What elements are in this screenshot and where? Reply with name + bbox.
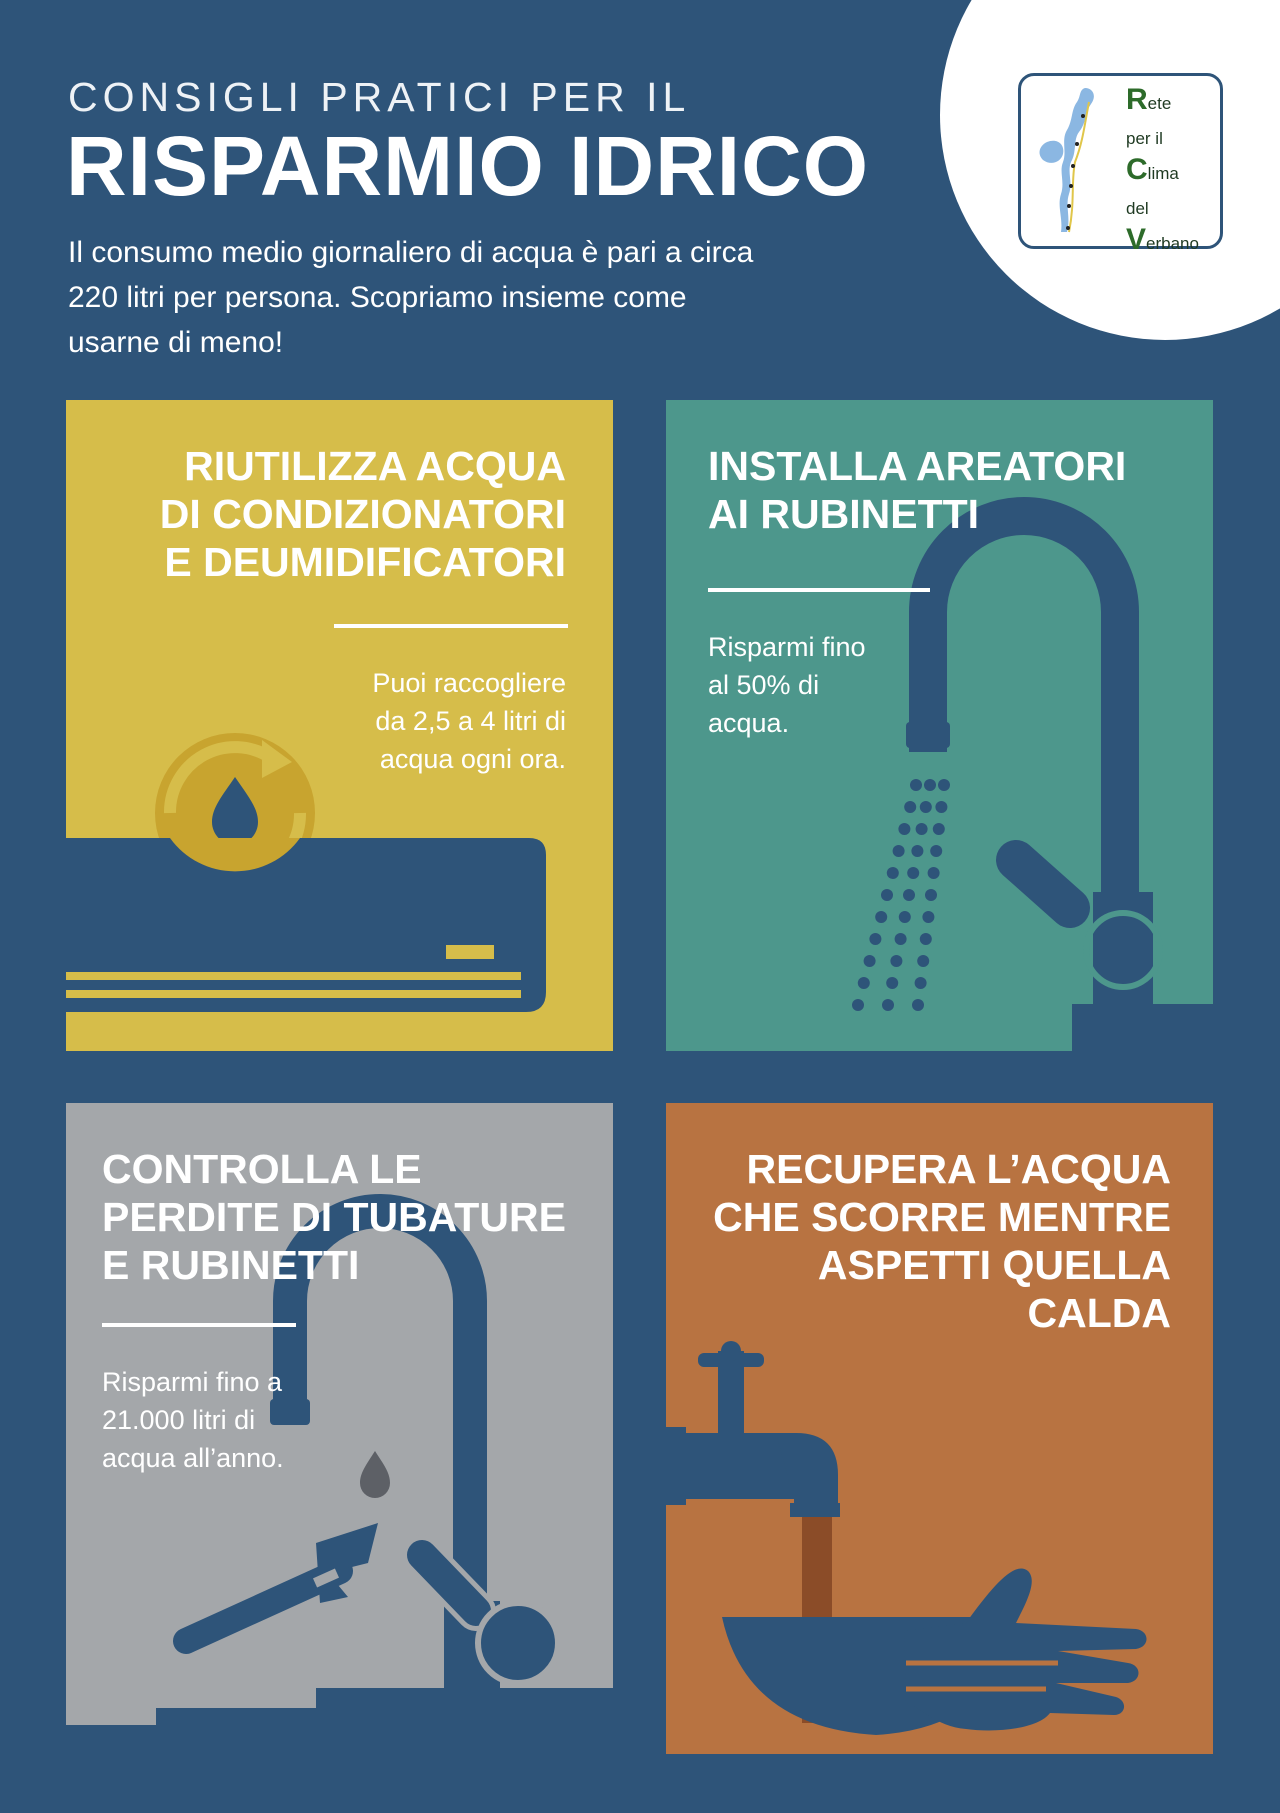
- tip-card-recover-water: [666, 1103, 1213, 1754]
- tip-title: RIUTILIZZA ACQUA DI CONDIZIONATORI E DEUMIDIFICATORI: [159, 443, 566, 585]
- water-drop: [938, 779, 950, 791]
- intro-line: Il consumo medio giornaliero di acqua è pari a circa: [68, 236, 754, 269]
- water-drop: [881, 889, 893, 901]
- water-drop: [920, 801, 932, 813]
- logo-wordmark: [1126, 84, 1199, 259]
- water-drop: [925, 889, 937, 901]
- divider: [708, 588, 930, 592]
- logo-line: per il: [1126, 129, 1163, 148]
- water-drop: [922, 911, 934, 923]
- divider: [102, 1323, 296, 1327]
- water-drop: [933, 823, 945, 835]
- water-drop: [915, 977, 927, 989]
- water-drop: [886, 977, 898, 989]
- intro-text: [68, 230, 828, 365]
- intro-line: usarne di meno!: [68, 326, 284, 359]
- water-drop: [930, 845, 942, 857]
- tip-title: INSTALLA AREATORI AI RUBINETTI: [708, 443, 1127, 537]
- water-drop: [935, 801, 947, 813]
- logo: [1018, 73, 1223, 256]
- tip-card-reuse-ac-water: [66, 400, 613, 1051]
- water-drop: [898, 823, 910, 835]
- water-drop: [910, 779, 922, 791]
- logo-line: Verbano: [1126, 223, 1199, 256]
- logo-line: Rete: [1126, 83, 1172, 116]
- water-drop: [895, 933, 907, 945]
- water-drop: [920, 933, 932, 945]
- water-drop: [928, 867, 940, 879]
- water-drop: [899, 911, 911, 923]
- tip-text: Risparmi fino al 50% di acqua.: [708, 632, 866, 738]
- water-drop: [852, 999, 864, 1011]
- lake-map-icon: [1027, 82, 1137, 242]
- water-drop: [903, 889, 915, 901]
- water-drop: [904, 801, 916, 813]
- tip-title: RECUPERA L’ACQUA CHE SCORRE MENTRE ASPETTI QUELLA CALDA: [713, 1146, 1171, 1336]
- intro-line: 220 litri per persona. Scopriamo insieme come: [68, 281, 687, 314]
- header-kicker: CONSIGLI PRATICI PER IL: [68, 74, 691, 120]
- water-drop: [875, 911, 887, 923]
- tip-card-install-aerators: [666, 400, 1213, 1051]
- tip-title: CONTROLLA LE PERDITE DI TUBATURE E RUBINETTI: [102, 1146, 566, 1288]
- tip-card-check-leaks: [66, 1103, 613, 1754]
- water-drop: [882, 999, 894, 1011]
- water-drop: [864, 955, 876, 967]
- divider: [334, 624, 568, 628]
- logo-line: del: [1126, 199, 1149, 218]
- water-drop: [917, 955, 929, 967]
- page-title: RISPARMIO IDRICO: [66, 119, 870, 213]
- water-drop: [912, 999, 924, 1011]
- water-drop: [869, 933, 881, 945]
- water-drop: [911, 845, 923, 857]
- water-drop: [924, 779, 936, 791]
- water-drop: [893, 845, 905, 857]
- water-drop: [890, 955, 902, 967]
- water-drop: [907, 867, 919, 879]
- water-drop: [858, 977, 870, 989]
- logo-line: Clima: [1126, 153, 1179, 186]
- tip-text: Puoi raccogliere da 2,5 a 4 litri di acqua ogni ora.: [372, 668, 566, 774]
- water-drop: [916, 823, 928, 835]
- water-drop: [887, 867, 899, 879]
- tip-text: Risparmi fino a 21.000 litri di acqua all’anno.: [102, 1367, 284, 1473]
